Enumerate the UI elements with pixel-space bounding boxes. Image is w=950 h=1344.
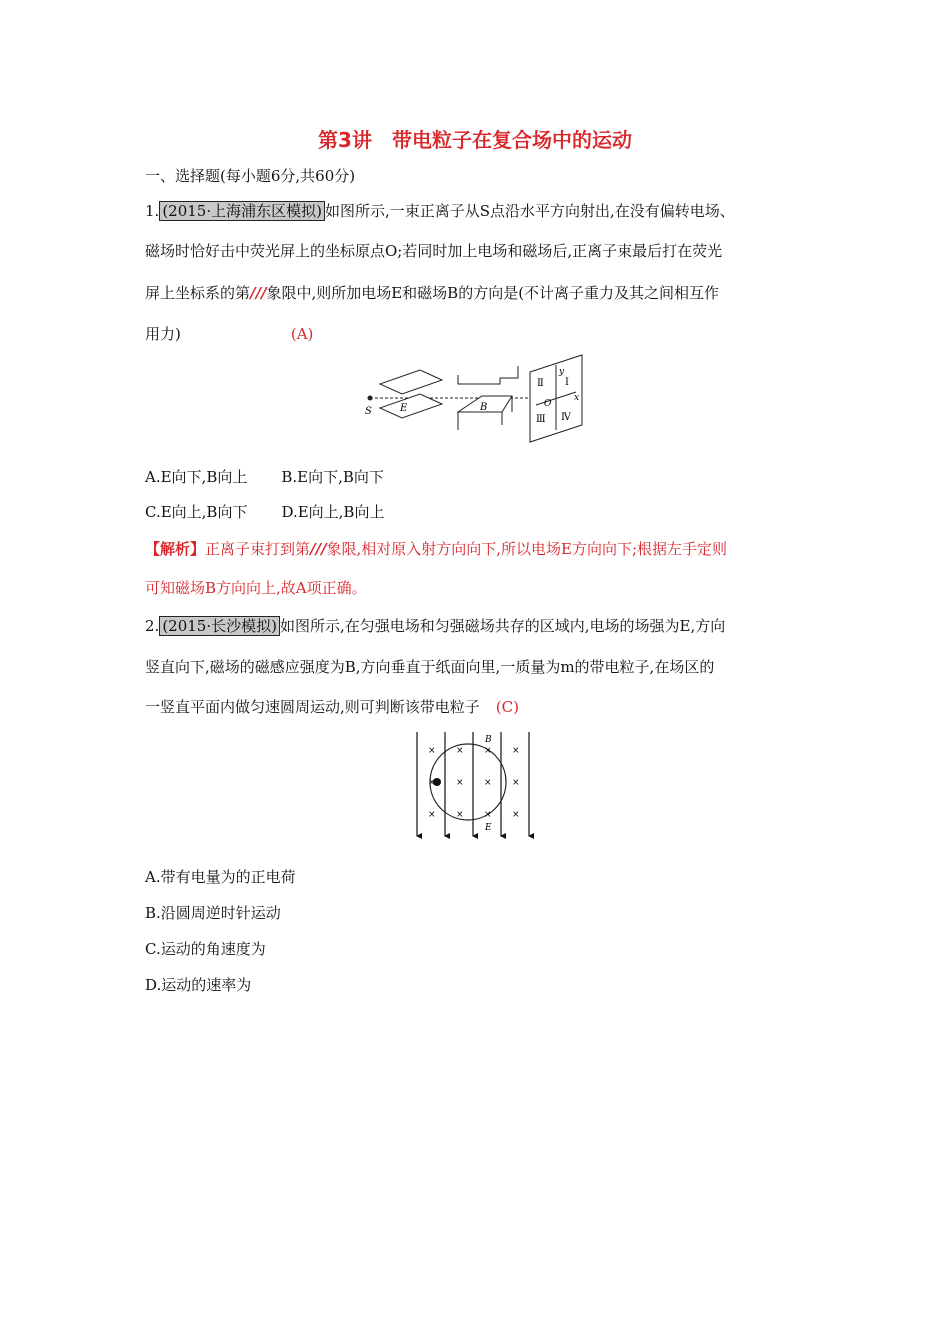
q1-line-1 [145,201,735,221]
q1-explanation-line-2: 可知磁场B方向向上,故A项正确。 [145,579,367,597]
q1-answer: (A) [290,325,314,343]
q1-quadrant-mark: /// [250,284,267,302]
q1-explanation-1a: 正离子束打到第 [205,540,311,558]
label-O: O [544,399,552,409]
q1-figure [360,350,600,445]
magnetic-cross: × [456,778,464,788]
q1-explanation-mark: /// [310,540,327,558]
magnetic-cross: × [512,810,520,820]
magnetic-cross: × [456,810,464,820]
q1-line-4 [145,324,313,344]
q2-option-d: D.运动的速率为 [145,976,252,994]
q1-explanation-head: 【解析】 [145,540,206,558]
q1-options-row-2 [145,502,384,522]
q1-explanation-line-1 [145,539,727,559]
quadrant-III: Ⅲ [536,414,546,425]
q1-line-2: 磁场时恰好击中荧光屏上的坐标原点O;若同时加上电场和磁场后,正离子束最后打在荧光 [145,242,723,260]
q1-source-tag: (2015·上海浦东区模拟) [159,201,325,221]
page-title: 第3讲 带电粒子在复合场中的运动 [318,128,632,152]
q2-line-3 [145,697,519,717]
magnetic-cross: × [512,778,520,788]
magnetic-cross: × [484,746,492,756]
q2-option-b: B.沿圆周逆时针运动 [145,904,281,922]
label-B: B [485,735,492,745]
q2-line-1 [145,616,725,636]
magnetic-cross: × [428,778,436,788]
q1-option-b: B.E向下,B向下 [281,468,384,486]
magnetic-cross: × [456,746,464,756]
source-point [368,396,373,401]
q1-option-a: A.E向下,B向上 [145,468,248,486]
q1-line-3 [145,283,719,303]
magnetic-cross: × [512,746,520,756]
quadrant-IV: Ⅳ [561,412,571,423]
section-heading: 一、选择题(每小题6分,共60分) [145,167,356,185]
q2-source-tag: (2015·长沙模拟) [159,616,280,636]
label-E: E [400,403,408,414]
q1-number: 1. [145,202,160,220]
magnetic-cross: × [484,810,492,820]
circular-path [430,744,506,820]
q1-text-3a: 屏上坐标系的第 [145,284,251,302]
q1-options-row-1 [145,467,384,487]
label-y: y [559,367,565,377]
q1-text-4: 用力) [145,325,181,343]
q1-option-d: D.E向上,B向上 [281,503,385,521]
q2-figure [405,728,540,843]
q2-answer: (C) [495,698,519,716]
label-S: S [365,406,372,417]
label-B: B [480,402,488,413]
q1-text-1: 如图所示,一束正离子从S点沿水平方向射出,在没有偏转电场、 [324,202,735,220]
label-E: E [485,823,492,833]
quadrant-II: Ⅱ [537,378,544,389]
magnetic-cross: × [428,810,436,820]
quadrant-I: Ⅰ [565,377,569,388]
q1-option-c: C.E向上,B向下 [145,503,248,521]
q2-option-a: A.带有电量为的正电荷 [145,868,296,886]
q1-text-3b: 象限中,则所加电场E和磁场B的方向是(不计离子重力及其之间相互作 [266,284,720,302]
q2-text-1: 如图所示,在匀强电场和匀强磁场共存的区域内,电场的场强为E,方向 [279,617,726,635]
q2-text-3: 一竖直平面内做匀速圆周运动,则可判断该带电粒子 [145,698,480,716]
magnet-top [458,366,518,384]
q2-line-2: 竖直向下,磁场的磁感应强度为B,方向垂直于纸面向里,一质量为m的带电粒子,在场区的 [145,658,715,676]
q2-number: 2. [145,617,160,635]
q1-explanation-1b: 象限,相对原入射方向向下,所以电场E方向向下;根据左手定则 [326,540,728,558]
q2-option-c: C.运动的角速度为 [145,940,266,958]
magnetic-cross: × [484,778,492,788]
upper-plate [380,370,442,394]
magnetic-cross: × [428,746,436,756]
label-x: x [574,393,580,403]
